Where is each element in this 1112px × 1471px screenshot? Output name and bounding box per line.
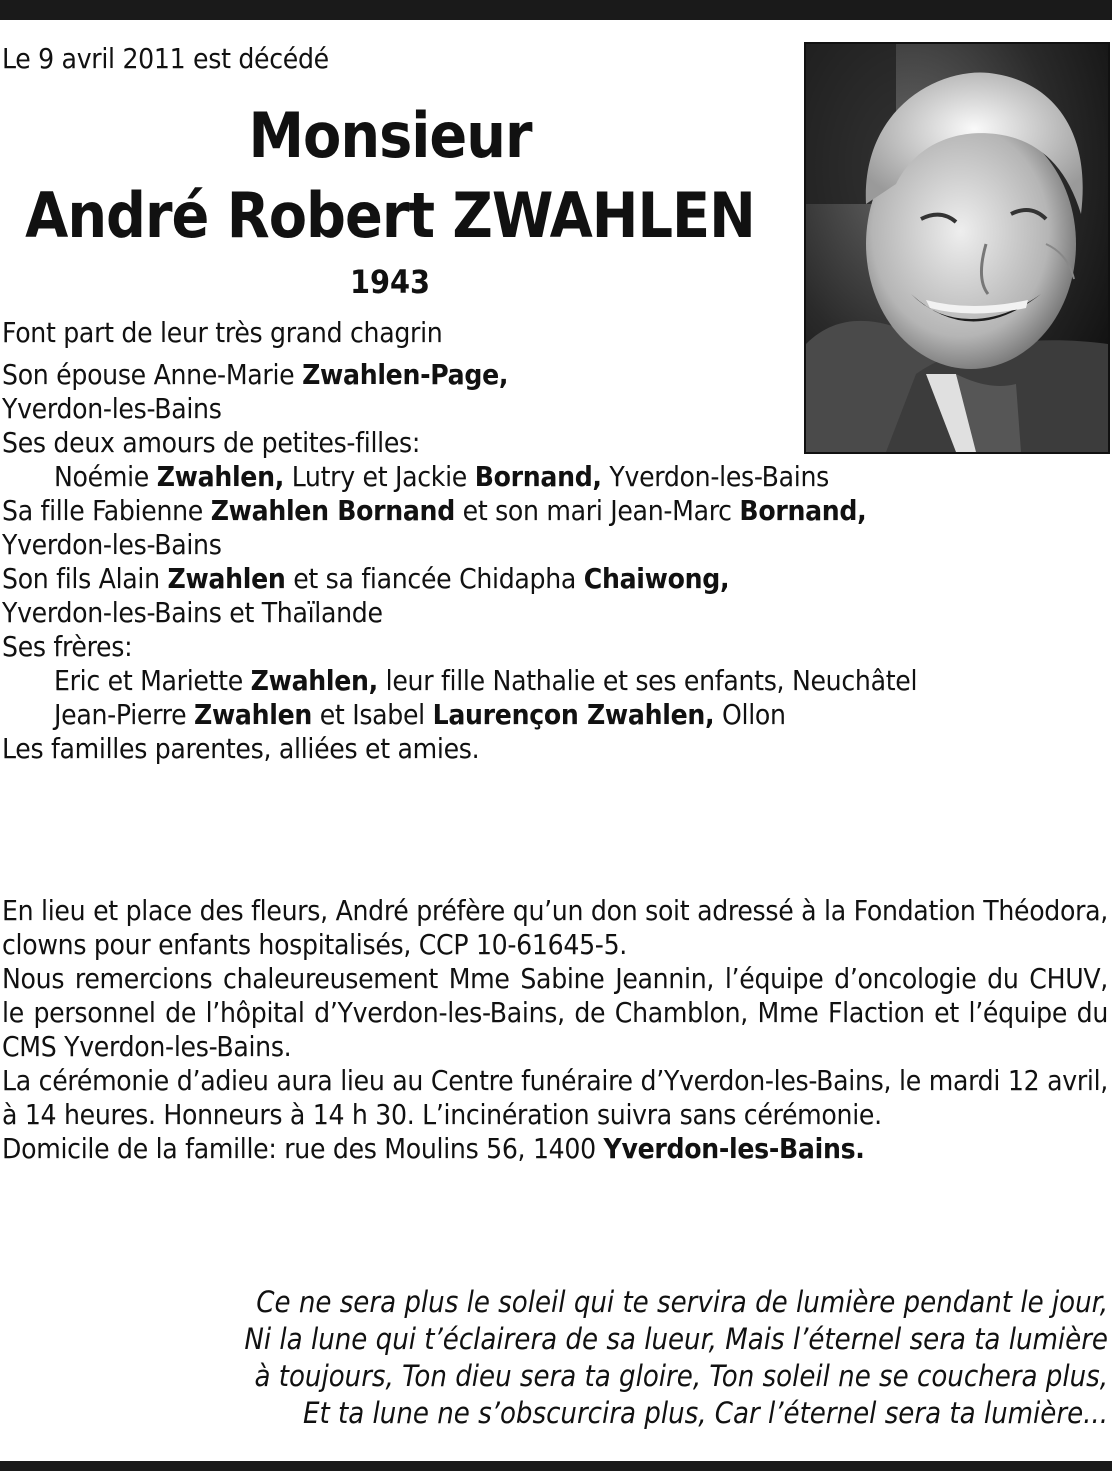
closing-quote — [108, 1284, 1108, 1432]
family-grand-intro: Ses deux amours de petites-filles: — [2, 426, 421, 459]
son-in-law-surname: Bornand, — [739, 494, 867, 527]
spouse-text: Son épouse Anne-Marie — [2, 358, 303, 391]
daughter-surname: Zwahlen Bornand — [210, 494, 455, 527]
family-daughter-place: Yverdon-les-Bains — [2, 528, 222, 561]
title-monsieur: Monsieur — [248, 99, 532, 172]
birth-year: 1943 — [349, 263, 431, 301]
family-granddaughters — [2, 460, 829, 494]
brother-1-text: Eric et Mariette — [54, 664, 251, 697]
family-brother-2 — [2, 698, 792, 732]
domicile-paragraph — [2, 1132, 1108, 1166]
grand-2-place: Yverdon-les-Bains — [601, 460, 829, 493]
son-mid-text: et sa fiancée Chidapha — [285, 562, 584, 595]
thanks-paragraph: Nous remercions chaleureusement Mme Sabine Jeannin, l’équipe d’oncologie du CHUV, le personnel de l’hôpital d’Yverdon-les-Bains, de Chamblon, Mme Flaction et l’équipe du CMS Yverdon-les-Bains. — [2, 962, 1108, 1063]
brother-2-place: Ollon — [714, 698, 786, 731]
brother-2-text: Jean-Pierre — [54, 698, 194, 731]
brother-1-post: leur fille Nathalie et ses enfants, Neuchâtel — [377, 664, 918, 697]
daughter-text: Sa fille Fabienne — [2, 494, 211, 527]
quote-line-3: à toujours, Ton dieu sera ta gloire, Ton soleil ne se couchera plus, — [254, 1359, 1108, 1393]
family-son-place: Yverdon-les-Bains et Thaïlande — [2, 596, 383, 629]
family-brother-1 — [2, 664, 918, 698]
son-surname: Zwahlen — [167, 562, 286, 595]
family-son — [2, 562, 792, 596]
family-brothers-intro: Ses frères: — [2, 630, 133, 663]
deceased-name-block — [2, 96, 778, 302]
top-rule — [0, 0, 1112, 20]
fiancee-surname: Chaiwong, — [583, 562, 730, 595]
ceremony-paragraph: La cérémonie d’adieu aura lieu au Centre funéraire d’Yverdon-les-Bains, le mardi 12 avril, à 14 heures. Honneurs à 14 h 30. L’incinération suivra sans cérémonie. — [2, 1064, 1108, 1131]
brother-1-surname: Zwahlen, — [250, 664, 378, 697]
portrait-photo — [804, 42, 1110, 454]
brother-2-surname: Zwahlen — [194, 698, 313, 731]
family-closing: Les familles parentes, alliées et amies. — [2, 732, 480, 765]
son-text: Son fils Alain — [2, 562, 168, 595]
family-list — [2, 316, 918, 766]
donation-paragraph: En lieu et place des fleurs, André préfère qu’un don soit adressé à la Fondation Théodora, clowns pour enfants hospitalisés, CCP 10-61645-5. — [2, 894, 1108, 961]
bottom-rule — [0, 1461, 1112, 1471]
daughter-mid-text: et son mari Jean-Marc — [454, 494, 740, 527]
family-lead: Font part de leur très grand chagrin — [2, 316, 443, 349]
quote-line-1: Ce ne sera plus le soleil qui te servira de lumière pendant le jour, — [256, 1285, 1108, 1319]
grand-mid-text: Lutry et Jackie — [284, 460, 475, 493]
quote-line-4: Et ta lune ne s’obscurcira plus, Car l’éternel sera ta lumière... — [303, 1396, 1108, 1430]
sister-in-law-surname: Laurençon Zwahlen, — [432, 698, 715, 731]
deceased-name: André Robert ZWAHLEN — [25, 179, 755, 252]
brother-2-mid: et Isabel — [312, 698, 433, 731]
family-daughter — [2, 494, 867, 528]
death-date-intro: Le 9 avril 2011 est décédé — [2, 42, 329, 75]
quote-line-2: Ni la lune qui t’éclairera de sa lueur, Mais l’éternel sera ta lumière — [244, 1322, 1108, 1356]
domicile-town: Yverdon-les-Bains. — [603, 1132, 865, 1165]
spouse-surname: Zwahlen-Page, — [302, 358, 509, 391]
grand-1-text: Noémie — [54, 460, 157, 493]
grand-2-surname: Bornand, — [474, 460, 602, 493]
portrait-photo-icon — [806, 44, 1108, 452]
notice-text — [2, 894, 1108, 1166]
family-spouse — [2, 358, 792, 392]
family-spouse-place: Yverdon-les-Bains — [2, 392, 222, 425]
grand-1-surname: Zwahlen, — [156, 460, 284, 493]
domicile-text: Domicile de la famille: rue des Moulins 56, 1400 — [2, 1132, 604, 1165]
